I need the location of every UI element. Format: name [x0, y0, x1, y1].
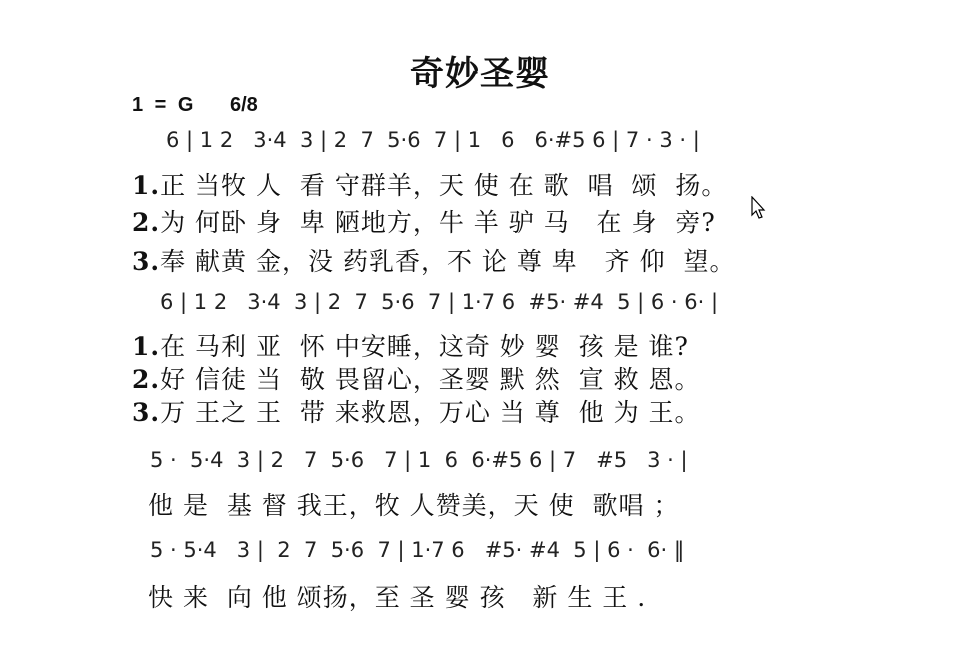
- lyric-line-1-verse-3: [132, 242, 735, 278]
- lyric-text: 他 是 基 督 我王，牧 人赞美，天 使 歌唱 ；: [148, 491, 680, 520]
- notation-line-2: 6 | 1 2 3·4 3 | 2 7 5·6 7 | 1·7 6 #5· #4 5 | 6 · 6· |: [160, 290, 719, 314]
- lyric-line-2-verse-2: [132, 360, 701, 396]
- lyric-text: 奉 献黄 金，没 药乳香，不 论 尊 卑 齐 仰 望。: [160, 247, 736, 276]
- lyric-line-1-verse-2: [132, 203, 716, 239]
- verse-number: 2.: [132, 208, 161, 237]
- lyric-line-4: [148, 578, 646, 614]
- verse-number: 1.: [132, 171, 161, 200]
- notation-line-3: 5 · 5·4 3 | 2 7 5·6 7 | 1 6 6·#5 6 | 7 #5 3 · |: [150, 448, 688, 472]
- verse-number: 3.: [132, 398, 161, 427]
- lyric-line-3: [148, 486, 679, 522]
- lyric-text: 好 信徒 当 敬 畏留心，圣婴 默 然 宣 救 恩。: [160, 365, 701, 394]
- lyric-line-1-verse-1: [132, 166, 727, 202]
- lyric-text: 为 何卧 身 卑 陋地方，牛 羊 驴 马 在 身 旁?: [160, 208, 716, 237]
- lyric-text: 正 当牧 人 看 守群羊，天 使 在 歌 唱 颂 扬。: [160, 171, 728, 200]
- lyric-line-2-verse-1: [132, 327, 689, 363]
- lyric-line-2-verse-3: [132, 393, 701, 429]
- lyric-text: 快 来 向 他 颂扬，至 圣 婴 孩 新 生 王 .: [148, 583, 647, 612]
- lyric-text: 在 马利 亚 怀 中安睡，这奇 妙 婴 孩 是 谁?: [160, 332, 689, 361]
- notation-line-1: 6 | 1 2 3·4 3 | 2 7 5·6 7 | 1 6 6·#5 6 | 7 · 3 · |: [166, 128, 700, 152]
- time-signature: 6/8: [230, 94, 258, 116]
- verse-number: 1.: [132, 332, 161, 361]
- notation-line-4: 5 · 5·4 3 | 2 7 5·6 7 | 1·7 6 #5· #4 5 | 6 · 6· ‖: [150, 538, 685, 562]
- verse-number: 2.: [132, 365, 161, 394]
- mouse-pointer-icon: [751, 196, 767, 220]
- verse-number: 3.: [132, 247, 161, 276]
- key-signature: 1 = G: [132, 94, 194, 116]
- lyric-text: 万 王之 王 带 来救恩，万心 当 尊 他 为 王。: [160, 398, 701, 427]
- song-title: 奇妙圣婴: [410, 54, 550, 94]
